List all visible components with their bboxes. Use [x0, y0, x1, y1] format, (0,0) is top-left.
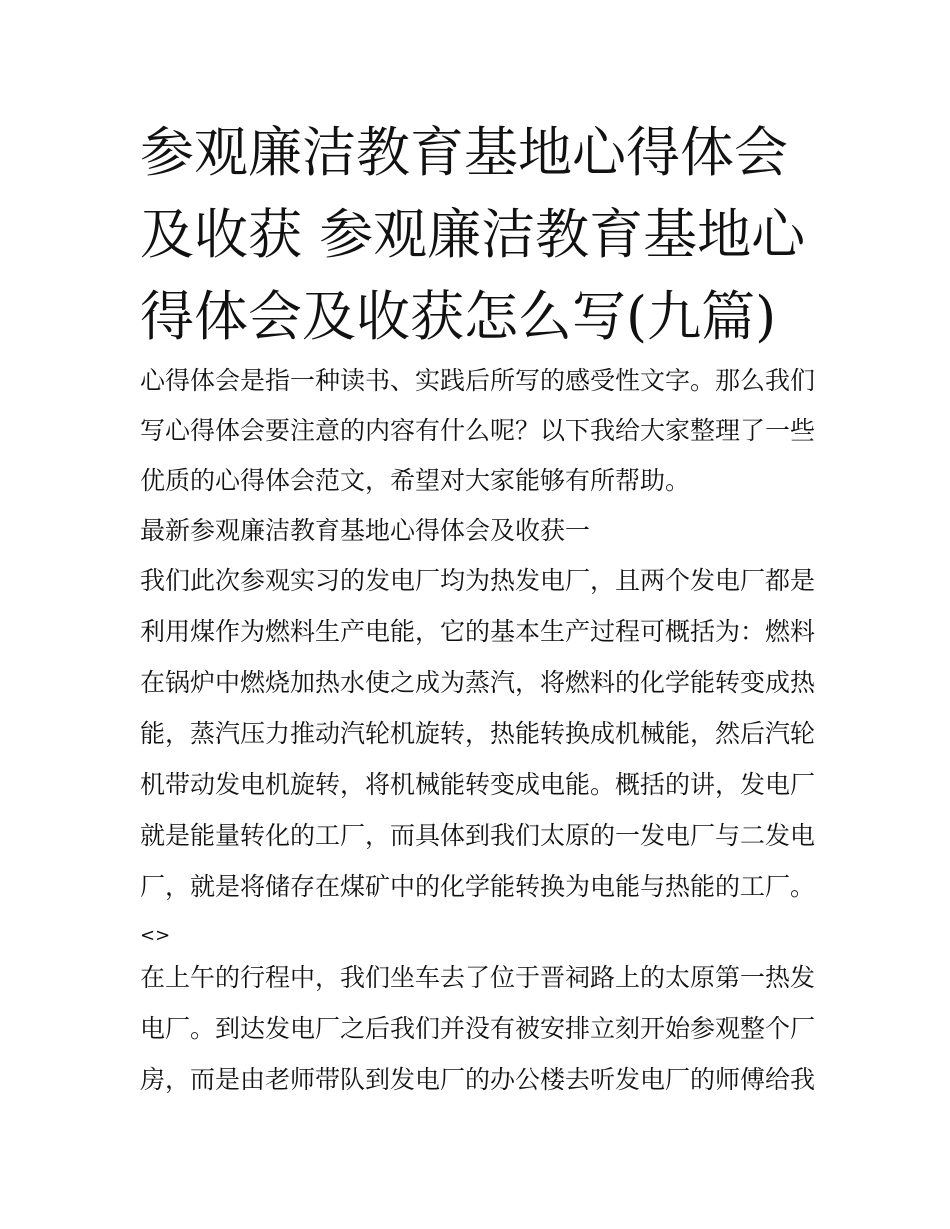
paragraph-line: 在锅炉中燃烧加热水使之成为蒸汽，将燃料的化学能转变成热: [140, 668, 816, 697]
paragraph-line: 电厂。到达发电厂之后我们并没有被安排立刻开始参观整个厂: [140, 1014, 816, 1043]
document-title: 参观廉洁教育基地心得体会及收获 参观廉洁教育基地心得体会及收获怎么写(九篇): [140, 121, 806, 348]
paragraph-line: 厂，就是将储存在煤矿中的化学能转换为电能与热能的工厂。: [140, 872, 816, 901]
paragraph-line: 优质的心得体会范文，希望对大家能够有所帮助。: [140, 466, 691, 495]
paragraph-line: 机带动发电机旋转，将机械能转变成电能。概括的讲，发电厂: [140, 770, 816, 799]
paragraph-line: 利用煤作为燃料生产电能，它的基本生产过程可概括为：燃料: [140, 617, 816, 646]
paragraph-line: 写心得体会要注意的内容有什么呢？以下我给大家整理了一些: [140, 416, 816, 445]
paragraph-line: 就是能量转化的工厂，而具体到我们太原的一发电厂与二发电: [140, 821, 816, 850]
section-heading: 最新参观廉洁教育基地心得体会及收获一: [140, 516, 591, 545]
paragraph-line: 我们此次参观实习的发电厂均为热发电厂，且两个发电厂都是: [140, 566, 816, 595]
paragraph-line: 心得体会是指一种读书、实践后所写的感受性文字。那么我们: [140, 366, 816, 395]
paragraph-line: 房，而是由老师带队到发电厂的办公楼去听发电厂的师傅给我: [140, 1065, 816, 1094]
paragraph-line: 在上午的行程中，我们坐车去了位于晋祠路上的太原第一热发: [140, 963, 816, 992]
angle-bracket-marker: <>: [140, 925, 171, 946]
paragraph-line: 能，蒸汽压力推动汽轮机旋转，热能转换成机械能，然后汽轮: [140, 719, 816, 748]
